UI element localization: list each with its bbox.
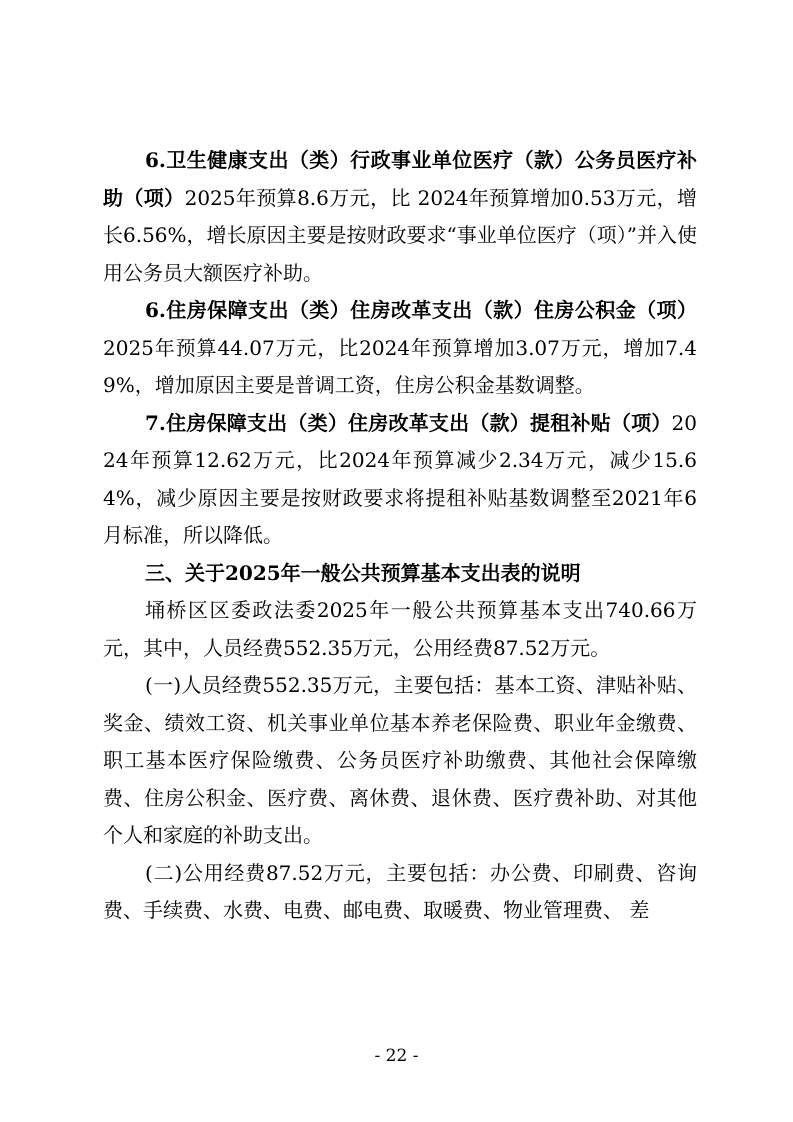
paragraph-public-expenses xyxy=(103,855,697,930)
section-heading: 三、关于2025年一般公共预算基本支出表的说明 xyxy=(145,560,581,585)
paragraph-heading: 7.住房保障支出（类）住房改革支出（款）提租补贴（项） xyxy=(145,410,672,435)
paragraph-heading: 6.住房保障支出（类）住房改革支出（款）住房公积金（项） xyxy=(145,298,697,322)
paragraph-text: 埇桥区区委政法委2025年一般公共预算基本支出740.66万元，其中，人员经费552.35万元，公用经费87.52万元。 xyxy=(103,598,697,660)
page-number: - 22 - xyxy=(374,1046,419,1066)
paragraph-text: (二)公用经费87.52万元，主要包括：办公费、印刷费、咨询费、手续费、水费、电费、邮电费、取暖费、物业管理费、 差 xyxy=(103,860,697,922)
document-body xyxy=(103,142,697,930)
paragraph-basic-expenditure-summary xyxy=(103,592,697,667)
paragraph-text: 2024年预算12.62万元，比2024年预算减少2.34万元，减少15.64%，减少原因主要是按财政要求将提租补贴基数调整至2021年6月标准，所以降低。 xyxy=(103,410,697,547)
paragraph-text: (一)人员经费552.35万元，主要包括：基本工资、津贴补贴、奖金、绩效工资、机关事业单位基本养老保险费、职业年金缴费、职工基本医疗保险缴费、公务员医疗补助缴费、其他社会保障缴费、住房公积金、医疗费、离休费、退休费、医疗费补助、对其他个人和家庭的补助支出。 xyxy=(103,673,697,847)
section-heading-basic-expenditure xyxy=(103,555,697,593)
paragraph-heading: 6.卫生健康支出（类）行政事业单位医疗（款）公务员医疗补助（项） xyxy=(103,148,697,210)
paragraph-housing-provident-fund xyxy=(103,292,697,405)
paragraph-health-medical-subsidy xyxy=(103,142,697,292)
paragraph-rent-subsidy xyxy=(103,405,697,555)
paragraph-text: 2025年预算8.6万元，比 2024年预算增加0.53万元，增长6.56%，增长原因主要是按财政要求“事业单位医疗（项）”并入使用公务员大额医疗补助。 xyxy=(103,185,698,285)
paragraph-personnel-expenses xyxy=(103,667,697,855)
paragraph-text: 2025年预算44.07万元，比2024年预算增加3.07万元，增加7.49%，增加原因主要是普调工资，住房公积金基数调整。 xyxy=(103,335,697,397)
